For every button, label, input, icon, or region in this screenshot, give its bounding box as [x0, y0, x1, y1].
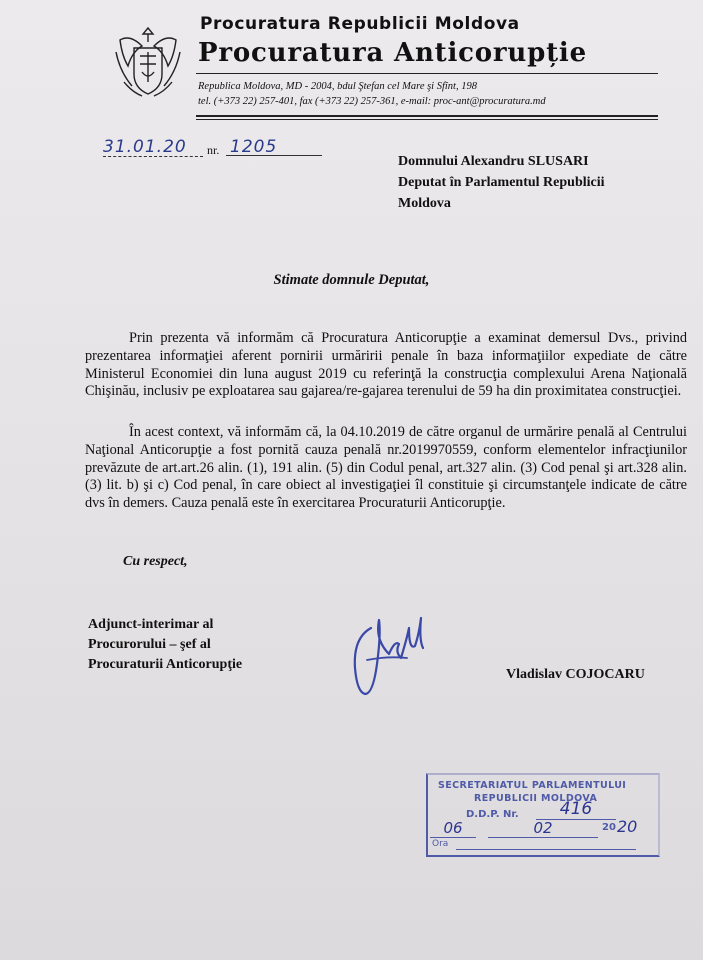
- registration-stamp: [426, 773, 660, 857]
- stamp-ora-line: [456, 849, 636, 850]
- closing: Cu respect,: [123, 554, 188, 569]
- header-contacts: tel. (+373 22) 257-401, fax (+373 22) 257-361, e-mail: proc-ant@procuratura.md: [198, 96, 546, 107]
- signatory-title-line3: Procuraturii Anticorupţie: [88, 657, 243, 672]
- signatory-name: Vladislav COJOCARU: [506, 667, 645, 682]
- stamp-line1: SECRETARIATUL PARLAMENTULUI: [438, 780, 627, 791]
- stamp-line2: REPUBLICII MOLDOVA: [474, 793, 598, 804]
- outgoing-nr-label: nr.: [207, 143, 220, 157]
- stamp-ora-label: Ora: [432, 839, 449, 849]
- stamp-number: 416: [536, 799, 616, 820]
- addressee-position-cont: Moldova: [398, 196, 451, 211]
- header-double-rule-bottom: [196, 119, 658, 120]
- body-paragraph-2: În acest context, vă informăm că, la 04.10.2019 de către organul de urmărire penală al Centrului Naţional Anticorupţie a fost pornită cauza penală nr.2019970559, conform elementelor infracţiunilor prevăzute de art.art.26 alin. (1), 191 alin. (5) din Codul penal, art.327 alin. (3) Cod penal şi art.328 alin.(3) lit. b) şi c) Cod penal, în care obiect al investigaţiei îl constituie şi circumstanţele indicate de către dvs în demers. Cauza penală este în exercitarea Procuraturii Anticorupţie.: [85, 424, 687, 512]
- header-double-rule-top: [196, 115, 658, 117]
- salutation: Stimate domnule Deputat,: [273, 272, 430, 288]
- stamp-day: 06: [430, 819, 476, 838]
- body-paragraph-1: Prin prezenta vă informăm că Procuratura Anticorupţie a examinat demersul Dvs., privind prezentarea informaţiei aferent pornirii urmăririi penale în baza informaţiilor expediate de către Ministerul Economiei din luna august 2019 cu referinţă la construcţia complexului Arena Naţională Chişinău, inclusiv pe exploatarea sau gajarea/re-gajarea terenului de 59 ha din proximitatea construcţiei.: [85, 330, 687, 400]
- stamp-nr-label: D.D.P. Nr.: [466, 809, 519, 820]
- signatory-title-line1: Adjunct-interimar al: [88, 617, 214, 632]
- addressee-name: Domnului Alexandru SLUSARI: [398, 154, 589, 169]
- signatory-title: [88, 615, 242, 675]
- addressee-position: Deputat în Parlamentul Republicii: [398, 175, 605, 190]
- stamp-year-prefix: 20: [602, 822, 616, 833]
- header-contact-block: [198, 79, 546, 109]
- moldova-coat-of-arms-icon: [110, 22, 186, 104]
- handwritten-signature: [345, 610, 425, 698]
- outgoing-date: 31.01.20: [103, 137, 203, 157]
- addressee-block: [398, 151, 605, 214]
- header-divider: [196, 73, 658, 74]
- header-title: Procuratura Anticorupție: [198, 38, 587, 68]
- header-address: Republica Moldova, MD - 2004, bdul Ştefan cel Mare şi Sfînt, 198: [198, 81, 477, 92]
- header-institution: Procuratura Republicii Moldova: [200, 14, 520, 34]
- stamp-month: 02: [488, 819, 598, 838]
- signatory-title-line2: Procurorului – şef al: [88, 637, 211, 652]
- stamp-year-suffix: 20: [617, 817, 638, 836]
- outgoing-number: 1205: [226, 137, 322, 156]
